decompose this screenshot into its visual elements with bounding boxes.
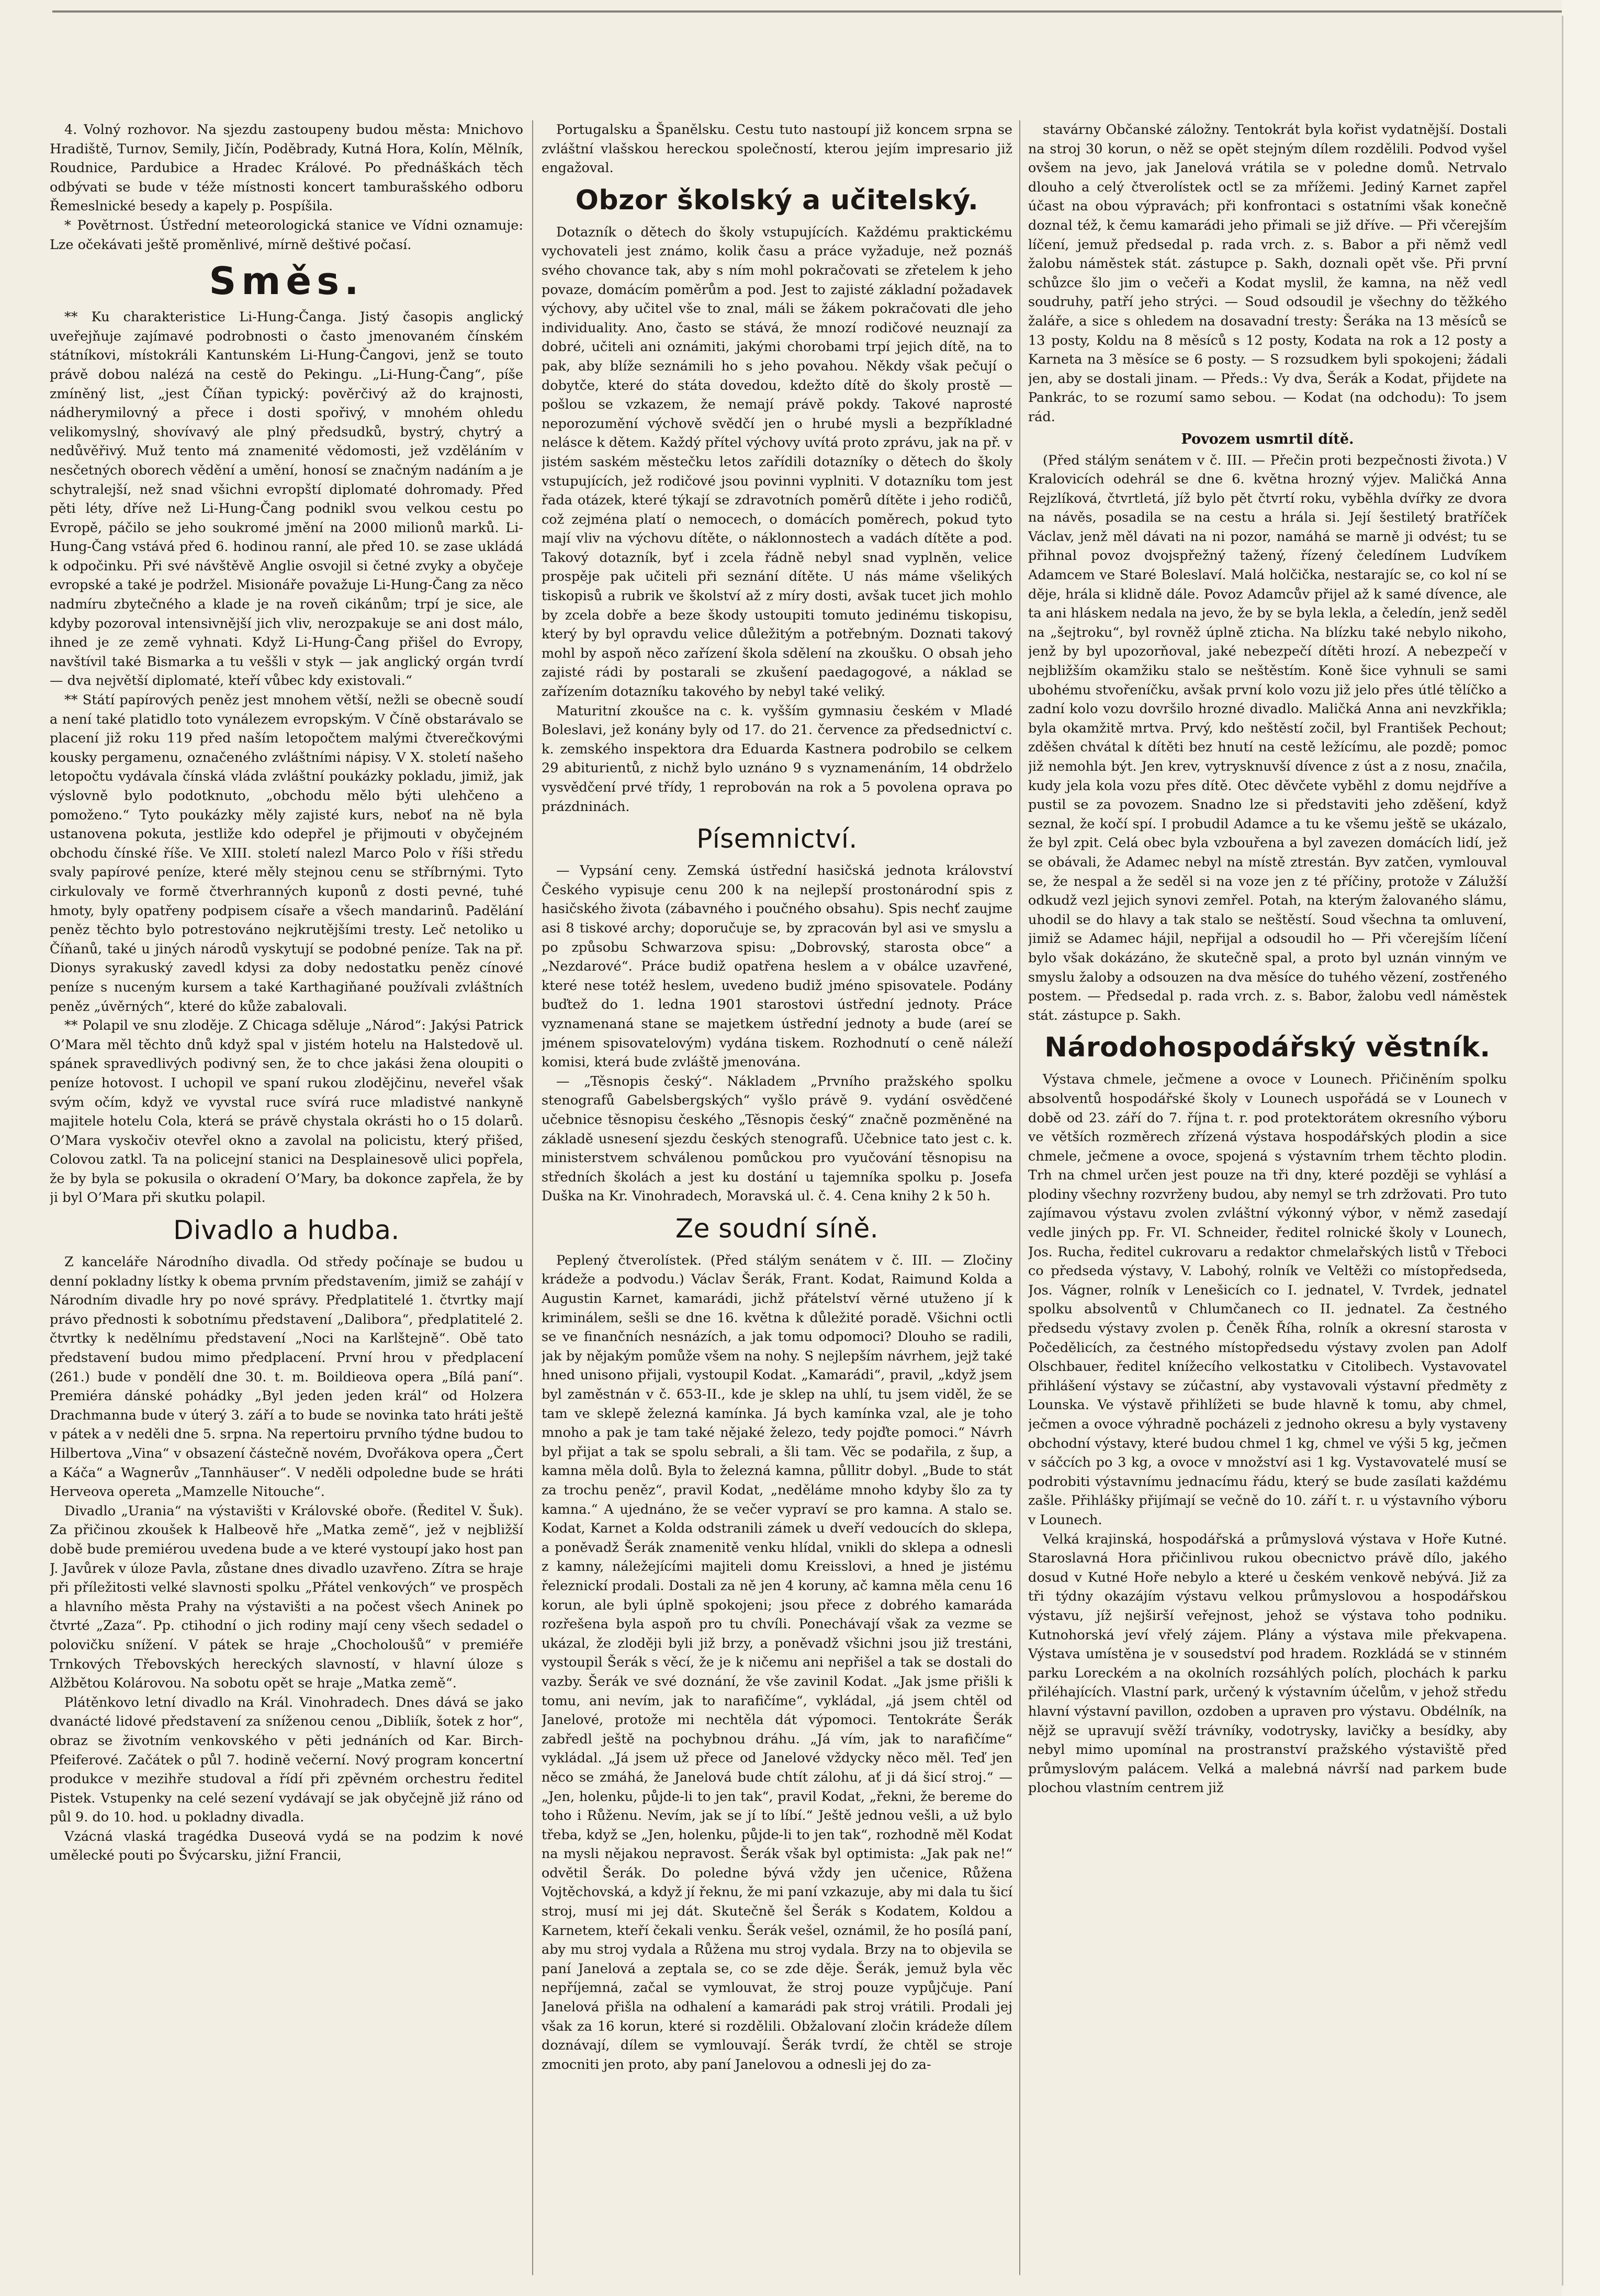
article-paragraph: * Povětrnost. Ústřední meteorologická stanice ve Vídni oznamuje: Lze očekávati ještě proměnlivé, mírně deštivé počasí. xyxy=(50,217,523,253)
column-divider-2 xyxy=(1019,120,1020,2275)
page-edge xyxy=(1562,0,1600,2296)
article-subheading: Povozem usmrtil dítě. xyxy=(1181,431,1354,447)
section-heading: Směs. xyxy=(209,259,364,303)
article-paragraph: Výstava chmele, ječmene a ovoce v Lounech. Přičiněním spolku absolventů hospodářské školy v Lounech uspořádá se v Lounech v době od 23. září do 7. října t. r. pod protektorátem okresního výboru ve větších rozměrech zřízená výstava hospodářských plodin a sice chmele, ječmene a ovoce, spojená s výstavním trhem těchto plodin. Trh na chmel určen jest pouze na tři dny, které později se vyhlásí a plodiny všechny rozvrženy budou, aby nemyl se trh zdržovati. Pro tuto zajímavou výstavu zvolen zvláštní výkonný výbor, v němž zasedají vedle jiných pp. Fr. VI. Schneider, ředitel rolnické školy v Lounech, Jos. Rucha, ředitel cukrovaru a redaktor chmelařských listů v Třeboci co předseda výstavy, V. Labohý, rolník ve Veltěži co místopředseda, Jos. Vágner, rolník v Lenešicích co I. jednatel, V. Tvrdek, jednatel spolku absolventů v Chlumčanech co II. jednatel. Za čestného předsedu výstavy zvolen p. Čeněk Říha, rolník a okresní starosta v Počedělicích, za čestného místopředsedu výstavy zvolen pan Adolf Olschbauer, ředitel knížecího velkostatku v Citolibech. Vystavovatel přihlášení výstavy se zúčastní, aby vystavovali výstavní předměty z Lounska. Ve výstavě přihlížeti se bude hlavně k tomu, aby chmel, ječmen a ovoce výhradně pocházeli z jednoho okresu a byly vystaveny obchodní výstavy, které budou chmel 1 kg, chmel ve výši 5 kg, ječmen v sáčcích po 3 kg, a ovoce v množství asi 1 kg. Vystavovatelé musí se podrobiti výstavnímu jednacímu řádu, který se bude zasílati každému zašle. Přihlášky přijímají se večně do 10. září t. r. u výstavního výboru v Lounech. xyxy=(1028,1072,1507,1528)
column-divider-1 xyxy=(532,120,533,2275)
article-paragraph: Peplený čtverolístek. (Před stálým senátem v č. III. — Zločiny krádeže a podvodu.) Václav Šerák, Frant. Kodat, Raimund Kolda a Augustin Karnet, kamarádi, jichž přátelství věrné utuženo jí k kriminálem, sešli se dne 16. května k důležité poradě. Všichni octli se ve finančních nesnázích, a jak tomu odpomoci? Dlouho se radili, jak by nějakým pomůže všem na nohy. S nejlepším návrhem, jejž také hned unisono přijali, vystoupil Kodat. „Kamarádi“, pravil, „když jsem byl zaměstnán v č. 653-II., kde je sklep na uhlí, tu jsem viděl, že se tam ve sklepě železná kamínka. Já bych kamínka vzal, ale je toho mnoho a pak je tam také nějaké železo, tedy pojďte pomoci.“ Návrh byl přijat a tak se spolu sebrali, a šli tam. Věc se podařila, z šup, a kamna měla dolů. Byla to železná kamna, půllitr dobyl. „Bude to stát za trochu peněz“, pravil Kodat, „neděláme mnoho kdyby šlo za ty kamna.“ A ujednáno, že se večer vypraví se pro kamna. A stalo se. Kodat, Karnet a Kolda odstranili zámek u dveří vedoucích do sklepa, a poněvadž Šerák znamenitě venku hlídal, vnikli do sklepa a odnesli z kamny, náležejícími majiteli domu Kreisslovi, a hned je jistému řeleznickí prodali. Dostali za ně jen 4 koruny, ač kamna měla cenu 16 korun, ale byli úplně spokojeni; jsou přece z dobrého kamaráda rozřešena byla aspoň pro tu chvíli. Ponechávají však za vezme se ukázal, že zloději byli již brzy, a poněvadž všichni jsou již trestáni, vystoupil Šerák s věcí, že je k ničemu ani nepřišel a tak se dostali do vazby. Šerák ve své doznání, že vše zavinil Kodat. „Jak jsme přišli k tomu, ani nevím, jak to narafičíme“, vykládal, „já jsem chtěl od Janelové, protože mi nechtěla dát výpomoci. Tentokráte Šerák zabředl ještě na pochybnou dráhu. „Já vím, jak to narafičíme“ vykládal. „Já jsem už přece od Janelové vždycky něco měl. Teď jen něco se zmáhá, že Janelová bude chtít zálohu, ať ji dá šicí stroj.“ — „Jen, holenku, půjde-li to jen tak“, pravil Kodat, „řekni, že bereme do toho i Růženu. Nevím, jak se jí to líbí.“ Ještě jednou vešli, a už bylo třeba, když se „Jen, holenku, půjde-li to jen tak“, rozhodně měl Kodat na mysli nějakou nepravost. Šerák však byl optimista: „Jak pak ne!“ odvětil Šerák. Do poledne bývá vždy jen učenice, Růžena Vojtěchovská, a když jí řeknu, že mi paní vzkazuje, aby mi dala tu šicí stroj, musí mi jej dát. Skutečně šel Šerák s Kodatem, Koldou a Karnetem, kteří čekali venku. Šerák vešel, oznámil, že ho posílá paní, aby mu stroj vydala a Růžena mu stroj vydala. Brzy na to objevila se paní Janelová a zeptala se, co se zde děje. Šerák, jemuž byla věc nepříjemná, začal se vymlouvat, že stroj pouze vypůjčuje. Paní Janelová přišla na odhalení a kamarádi pak stroj vrátili. Prodali jej však za 16 korun, které si rozdělili. Obžalovaní zločin krádeže dílem doznávají, dílem se vymlouvají. Šerák tvrdí, že chtěl se stroje zmocniti jen proto, aby paní Janelovou a odnesli jej do za- xyxy=(542,1252,1012,2073)
section-heading: Písemnictví. xyxy=(696,824,858,854)
top-rule xyxy=(52,10,1569,13)
article-paragraph: Z kanceláře Národního divadla. Od středy počínaje se budou u denní pokladny lístky k obema prvním představením, jimiž se zahájí v Národním divadle hry po nové správy. Předplatitelé 1. čtvrtky mají právo přednosti k sobotnímu představení „Dalibora“, předplatitelé 2. čtvrtky k nedělnímu představení „Noci na Karlštejně“. Obě tato představení budou mimo předplacení. První hrou v předplacení (261.) bude v pondělí dne 30. t. m. Boildieova opera „Bílá paní“. Premiéra dánské pohádky „Byl jeden jeden král“ od Holzera Drachmanna bude v úterý 3. září a to bude se novinka tato hráti ještě v pátek a v neděli dne 5. srpna. Na repertoiru prvního týdne budou to Hilbertova „Vina“ v obsazení částečně novém, Dvořákova opera „Čert a Káča“ a Wagnerův „Tannhäuser“. V neděli odpoledne bude se hráti Herveova opereta „Mamzelle Nitouche“. xyxy=(50,1254,523,1500)
section-heading: Divadlo a hudba. xyxy=(173,1215,400,1246)
article-paragraph: ** Polapil ve snu zloděje. Z Chicaga sděluje „Národ“: Jakýsi Patrick O’Mara měl těchto dnů když spal v jistém hotelu na Halstedově ul. spánek spravedlivých podivný sen, že to chce jakási žena oloupiti o peníze hotovost. I uchopil ve spaní rukou zlodějčinu, neveřel však svým očím, když ve vyvstal ruce svírá ruce mladistvé nankyně majitele hotelu Cola, která se právě chystala okrásti ho o 15 dolarů. O’Mara vyskočiv otevřel okno a zavolal na policistu, který přišed, Colovou zatkl. Ta na policejní stanici na Desplainesově ulici popřela, že by byla se pokusila o okradení O’Mary, ba dokonce zapřela, že by ji byl O’Mara při skutku polapil. xyxy=(50,1018,523,1206)
article-paragraph: Plátěnkovo letní divadlo na Král. Vinohradech. Dnes dává se jako dvanácté lidové představení za sníženou cenou „Dibliík, šotek z hor“, obraz se životním venkovského v pěti jednáních od Kar. Birch-Pfeiferové. Začátek o půl 7. hodině večerní. Nový program koncertní produkce v mezihře studoval a řídí při zpěvném orchestru ředitel Pistek. Vstupenky na celé sezení vydávají se jak obyčejně již ráno od půl 9. do 10. hod. u pokladny divadla. xyxy=(50,1694,523,1826)
article-paragraph: (Před stálým senátem v č. III. — Přečin proti bezpečnosti života.) V Kralovicích odehrál se dne 6. května hrozný výjev. Maličká Anna Rejzlíková, čtvrtletá, jíž bylo pět čtvrtí roku, vyběhla dvířky ze dvora na návěs, posadila se na cestu a hrála si. Její šestiletý bratříček Václav, jenž měl dávati na ni pozor, namáhá se marně ji odvést; tu se přihnal povoz dvojspřežný tažený, řízený čeledínem Ludvíkem Adamcem ve Staré Boleslaví. Malá holčička, nestarajíc se, co kol ní se děje, hrála si klidně dále. Povoz Adamcův přijel až k samé dívence, ale ta ani hláskem nedala na jevo, že by se byla lekla, a čeledín, jenž seděl na „šejtroku“, byl rovněž úplně zticha. Na blízku také nebylo nikoho, jenž by byl upozorňoval, jaké nebezpečí dítěti hrozí. A nebezpečí v nejbližším okamžiku stalo se neštěstím. Koně šice vyhnuli se sami ubohému stvořeníčku, avšak první kolo vozu již jelo přes útlé tělíčko a zadní kolo vozu dovršilo hrozné divadlo. Maličká Anna ani nevzkřikla; byla okamžitě mrtva. Prvý, kdo neštěstí zočil, byl František Pechout; zděšen chvátal k dítěti bez hnutí na cestě ležícímu, ale pozdě; pomoc již nemohla být. Jen krev, vytrysknuvší dívence z úst a z nosu, značila, kudy jela kola vozu přes dítě. Otec děvčete vyběhl z domu nejdříve a pustil se za povozem. Snadno lze si představiti jeho zděšení, když seznal, že kočí spí. I probudil Adamce a tu ke všemu ještě se ukázalo, že byl zpit. Celá obec byla vzbouřena a byl zavezen domácích lidí, jež se obávali, že Adamec nebyl na místě ztrestán. Byv zatčen, vymlouval se, že nespal a že seděl si na voze jen z té příčiny, protože v Zálužší odkudž vezl jejich synovi zemřel. Potah, na kterým žalovaného slámu, uhodil se do hlavy a tak stalo se neštěstí. Soud všechna ta omluvení, jimiž se Adamec hájil, nepřijal a odsoudil ho — Při včerejším líčení bylo však dokázáno, že skutečně spal, a proto byl uznán vinným ve smyslu žaloby a odsouzen na dva měsíce do tuhého vězení, zostřeného postem. — Předsedal p. rada vrch. z. s. Babor, žalobu vedl náměstek stát. zástupce p. Sakh. xyxy=(1028,452,1507,1023)
article-paragraph: Maturitní zkoušce na c. k. vyšším gymnasiu českém v Mladé Boleslavi, jež konány byly od 17. do 21. července za předsednictví c. k. zemského inspektora dra Eduarda Kastnera podrobilo se celkem 29 abiturientů, z nichž bylo uznáno 9 s vyznamenáním, 14 obdrželo vysvědčení prvé třídy, 1 reprobován na rok a 5 povolena oprava po prázdninách. xyxy=(542,703,1012,815)
section-heading: Obzor školský a učitelský. xyxy=(575,184,979,216)
article-paragraph: Divadlo „Urania“ na výstavišti v Královské oboře. (Ředitel V. Šuk). Za přičinou zkoušek k Halbeově hře „Matka země“, jež v nejbližší době bude premiérou uvedena bude a ve které vystoupí jako host pan J. Javůrek v úloze Pavla, zůstane dnes divadlo uzavřeno. Zítra se hraje při příležitosti velké slavnosti spolku „Přátel venkových“ ve prospěch a hlavního města Prahy na výstavišti a na počest všech Aninek po čtvrté „Zaza“. Pp. ctihodní o jich rodiny mají ceny všech sedadel o polovičku snížení. V pátek se hraje „Chocholoušů“ v premiéře Trnkových Třebovských hereckých slavností, v hlavní úloze s Alžbětou Kolárovou. Na sobotu opět se hraje „Matka země“. xyxy=(50,1503,523,1692)
article-paragraph: stavárny Občanské záložny. Tentokrát byla kořist vydatnější. Dostali na stroj 30 korun, o něž se opět stejným dílem rozdělili. Podvod vyšel ovšem na jevo, jak Janelová vrátila se v poledne domů. Netrvalo dlouho a celý čtverolístek octl se za mřížemi. Jediný Karnet zapřel účast na obou výpravách; při konfrontaci s ostatními však konečně doznal též, k čemu kamarádi jeho přimali se již dříve. — Při včerejším líčení, jemuž předsedal p. rada vrch. z. s. Babor a při němž vedl žalobu náměstek stát. zástupce p. Sakh, doznali opět vše. Při první schůzce šlo jim o večeři a Kodat myslil, že kamna, na něž vedl soudruhy, patří jeho strýci. — Soud odsoudil je všechny do těžkého žaláře, a sice s ohledem na dosavadní tresty: Šeráka na 13 měsíců se 13 posty, Koldu na 8 měsíců s 12 posty, Kodata na rok a 12 posty a Karneta na 3 měsíce se 6 posty. — S rozsudkem byli spokojeni; žádali jen, aby se dostali jinam. — Předs.: Vy dva, Šerák a Kodat, přijdete na Pankrác, to se rozumí samo sebou. — Kodat (na odchodu): To jsem rád. xyxy=(1028,122,1507,425)
article-paragraph: Portugalsku a Španělsku. Cestu tuto nastoupí již koncem srpna se zvláštní vlašskou hereckou společností, kterou jejím impresario již engažoval. xyxy=(542,122,1012,176)
article-paragraph: — „Těsnopis český“. Nákladem „Prvního pražského spolku stenografů Gabelsbergských“ vyšlo právě 9. vydání osvědčené učebnice těsnopisu českého „Těsnopis český“ značně pozměněné na základě usnesení sjezdu českých stenografů. Učebnice tato jest c. k. ministerstvem schválenou pomůckou pro vyučování těsnopisu na středních školách a jest ku dostání u tajemníka spolku p. Josefa Duška na Kr. Vinohradech, Moravská ul. č. 4. Cena knihy 2 k 50 h. xyxy=(542,1073,1012,1205)
page-edge-line xyxy=(1562,16,1563,2286)
article-paragraph: ** Státí papírových peněz jest mnohem větší, nežli se obecně soudí a není také platidlo toto vynálezem evropským. V Číně obstarávalo se placení již roku 119 před naším letopočtem malými čtverečkovými kousky pergamenu, označeného zvláštními nápisy. V X. století našeho letopočtu vydávala čínská vláda zvláštní poukázky pokladu, jimiž, jak výslovně bylo podotknuto, „obchodu mělo býti ulehčeno a pomoženo.“ Tyto poukázky měly zajisté kurs, neboť na ně byla ustanovena pokuta, jestliže kdo odepřel je přijmouti v obyčejném obchodu čínské říše. Ve XIII. století nalezl Marco Polo v říši středu svaly papírové peníze, které měly stejnou cenu se stříbrnými. Tyto cirkulovaly ve formě čtverhranných kuponů z dosti pevné, tuhé hmoty, byly opatřeny podpisem císaře a všech mandarinů. Padělání peněz těchto bylo potrestováno nejkrutějšími tresty. Leč netoliko u Číňanů, také u jiných národů vyskytují se podobné peníze. Tak na př. Dionys syrakuský zavedl kdysi za doby nedostatku peněz cínové peníze s nuceným kursem a také Karthagiňané používali zvláštních peněz „úvěrných“, které do kůže zabalovali. xyxy=(50,692,523,1015)
article-paragraph: Velká krajinská, hospodářská a průmyslová výstava v Hoře Kutné. Staroslavná Hora přičinlivou rukou obecnictvo právě dílo, jakého dosud v Kutné Hoře nebylo a které u českém venkově nebývá. Již za tři týdny okazájím výstavu velkou průmyslovou a hospodářskou výstavu, jíž nejširší veřejnost, jehož se výstava toho podniku. Kutnohorská jeví vřelý zájem. Plány a výstava mile překvapena. Výstava umístěna je v sousedství pod hradem. Rozkládá se v stinném parku Loreckém a na okolních rozsáhlých polích, plochách k parku přiléhajících. Vlastní park, určený k výstavním účelům, v jehož středu hlavní výstavní pavillon, ozdoben a upraven pro výstavu. Obdélník, na nějž se upravují svěží trávníky, vodotrysky, lavičky a besídky, aby nebyl mimo upomínal na prostranství pražského výstaviště před průmyslovým palácem. Velká a malebná návrší nad parkem bude plochou vlastním centrem již xyxy=(1028,1531,1507,1796)
column-1 xyxy=(50,120,523,2275)
article-paragraph: ** Ku charakteristice Li-Hung-Čanga. Jistý časopis anglický uveřejňuje zajímavé podrobnosti o často jmenovaném čínském státníkovi, místokráli Kantunském Li-Hung-Čangovi, jenž se touto právě dobou nalézá na cestě do Pekingu. „Li-Hung-Čang“, píše zmíněný list, „jest Číňan typický: pověrčivý až do krajnosti, nádherymilovný a přece i dosti spořivý, v mnohém ohledu velikomyslný, shovívavý ale plný předsudků, bystrý, chytrý a nedůvěřivý. Muž tento má znamenité vědomosti, jež vzděláním v nesčetných oborech vědění a umění, honosí se značným nadáním a je schytralejší, než snad všichni evropští diplomaté dohromady. Před pěti léty, dříve než Li-Hung-Čang podnikl svou velkou cestu po Evropě, páčilo se jeho soukromé jmění na 2000 milionů marků. Li-Hung-Čang vstává před 6. hodinou ranní, ale před 10. se zase ukládá k odpočinku. Při své návštěvě Anglie osvojil si četné zvyky a obyčeje evropské a také je podržel. Misionáře považuje Li-Hung-Čang za něco nadmíru zbytečného a klade je na roveň cikánům; trpí je sice, ale kdyby pozoroval intensivnější jich vliv, nerozpakuje se ani dost málo, ihned je ze země vyhnati. Když Li-Hung-Čang přišel do Evropy, navštívil také Bismarka a tu veššli v styk — jak anglický orgán tvrdí — dva největší diplomaté, kteří vůbec kdy existovali.“ xyxy=(50,309,523,689)
article-paragraph: 4. Volný rozhovor. Na sjezdu zastoupeny budou města: Mnichovo Hradiště, Turnov, Semily, Jičín, Poděbrady, Kutná Hora, Kolín, Mělník, Roudnice, Pardubice a Hradec Králové. Po přednáškách těch odbývati se bude v téže místnosti koncert tamburašského odboru Řemeslnické besedy a kapely p. Pospíšila. xyxy=(50,122,523,215)
section-heading: Národohospodářský věstník. xyxy=(1044,1032,1491,1064)
column-3 xyxy=(1028,120,1507,2275)
article-paragraph: Dotazník o dětech do školy vstupujících. Každému praktickému vychovateli jest známo, kolik času a práce vyžaduje, než poznáš svého chovance tak, aby s ním mohl pokračovati se zřetelem k jeho povaze, domácím poměrům a pod. Jest to zajisté základní požadavek výchovy, aby učitel vše to znal, máli se žákem pokračovati dle jeho individuality. Ano, často se stává, že mnozí rodičové neuznají za dobré, učiteli ani oznámiti, jakými chorobami trpí jejich dítě, na to pak, aby blíže seznámili ho s jeho povahou. Někdy však pečují o dobytče, které do státa dovedou, kdežto dítě do školy prostě — pošlou se vzkazem, že nemají právě pokdy. Takové naprosté neporozumění výchově svědčí jen o hrubé mysli a bezpříkladné nelásce k dětem. Každý přítel výchovy uvítá proto zprávu, jak na př. v jistém saském městečku letos zařídili dotazníky o dětech do školy vstupujících, jež rodičové jsou povinni vyplniti. V dotazníku tom jest řada otázek, které týkají se zdravotních poměrů dítěte i jeho rodičů, což zejména platí o nemocech, o domácích poměrech, pokud tyto mají vliv na výchovu dítěte, o náklonnostech a vadách dítěte a pod. Takový dotazník, byť i zcela řádně nebyl snad vyplněn, velice prospěje pak učiteli při seznání dítěte. U nás máme všelikých tiskopisů a rubrik ve školství až z míry dosti, avšak tucet jich mohlo by zcela dobře a beze škody ustoupiti tomuto jedinému tiskopisu, který by byl opravdu velice důležitým a potřebným. Doznati takový mohl by aspoň něco zařízení škola sdělení na zkoušku. O obsah jeho zajisté rádi by postarali se zkušení paedagogové, a náklad se zařízením dotazníku takového by nebyl také veliký. xyxy=(542,224,1012,700)
column-2 xyxy=(542,120,1012,2275)
article-paragraph: — Vypsání ceny. Zemská ústřední hasičská jednota království Českého vypisuje cenu 200 k na nejlepší prostonárodní spis z hasičského života (zábavného i poučného obsahu). Spis nechť zaujme asi 8 tiskové archy; doporučuje se, by zpracován byl asi ve smyslu a po způsobu Schwarzova spisu: „Dobrovský, starosta obce“ a „Nezdarové“. Práce budiž opatřena heslem a v obálce uzavřené, které nese totéž heslem, uvedeno budiž jméno spisovatele. Podány buďtež do 1. ledna 1901 starostovi ústřední jednoty. Práce vyznamenaná stane se majetkem ústřední jednoty a bude (areí se jménem spisovatelovým) vydána tiskem. Rozhodnutí o ceně náleží komisi, která bude zvláště jmenována. xyxy=(542,863,1012,1071)
section-heading: Ze soudní síně. xyxy=(675,1213,879,1244)
article-paragraph: Vzácná vlaská tragédka Duseová vydá se na podzim k nové umělecké pouti po Švýcarsku, jižní Francii, xyxy=(50,1828,523,1864)
